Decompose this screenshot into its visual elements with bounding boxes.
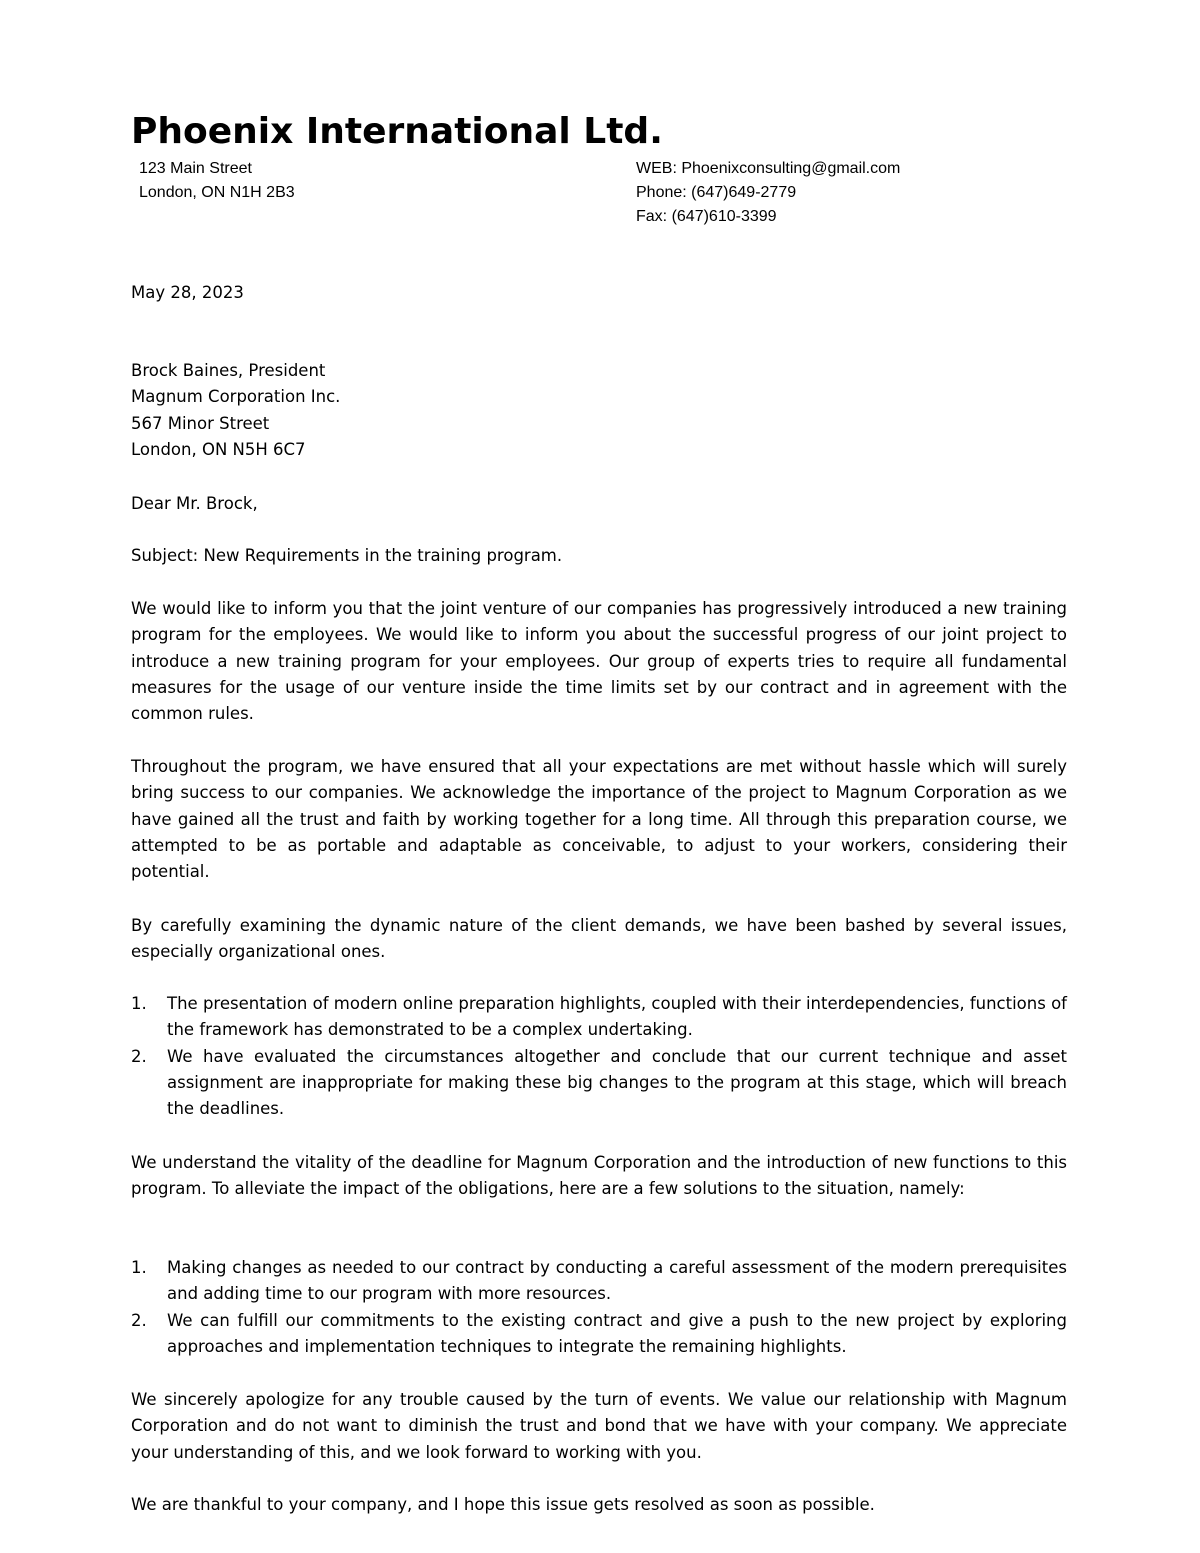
company-street: 123 Main Street (139, 160, 252, 177)
paragraph-issues-intro: By carefully examining the dynamic nature of the client demands, we have been bashed by several issues, especially organizational ones. (131, 916, 1067, 962)
list-number: 1. (131, 1258, 147, 1277)
paragraph-progress: Throughout the program, we have ensured that all your expectations are met without hassle which will surely bring success to our companies. We acknowledge the importance of the project to Magnum Corporation as we have gained all the trust and faith by working together for a long time. All through this preparation course, we attempted to be as portable and adaptable as conceivable, to adjust to your workers, considering their potential. (131, 757, 1067, 882)
list-item (131, 991, 1067, 1044)
company-address (139, 157, 295, 205)
company-city: London, ON N1H 2B3 (139, 184, 295, 201)
letter-date: May 28, 2023 (131, 283, 244, 302)
list-item (131, 1255, 1067, 1308)
list-number: 2. (131, 1046, 147, 1066)
paragraph-intro: We would like to inform you that the joint venture of our companies has progressively introduced a new training program for the employees. We would like to inform you about the successful progress of our joint project to introduce a new training program for your employees. Our group of experts tries to require all fundamental measures for the usage of our venture inside the time limits set by our contract and in agreement with the common rules. (131, 599, 1067, 724)
solutions-list (131, 1255, 1067, 1360)
recipient-company: Magnum Corporation Inc. (131, 387, 341, 407)
company-name: Phoenix International Ltd. (131, 111, 663, 152)
company-fax: Fax: (647)610-3399 (636, 208, 777, 225)
list-number: 1. (131, 994, 147, 1013)
company-web: WEB: Phoenixconsulting@gmail.com (636, 160, 901, 177)
subject-line: Subject: New Requirements in the training program. (131, 546, 563, 565)
salutation: Dear Mr. Brock, (131, 494, 258, 513)
list-item-text: Making changes as needed to our contract by conducting a careful assessment of the modern prerequisites and adding time to our program with more resources. (167, 1258, 1067, 1304)
list-item (131, 1308, 1067, 1361)
list-item-text: We can fulfill our commitments to the existing contract and give a push to the new project by exploring approaches and implementation techniques to integrate the remaining highlights. (167, 1310, 1067, 1356)
list-item-text: We have evaluated the circumstances altogether and conclude that our current technique and asset assignment are inappropriate for making these big changes to the program at this stage, which will breach the deadlines. (167, 1046, 1067, 1119)
company-phone: Phone: (647)649-2779 (636, 184, 797, 201)
recipient-block (131, 358, 1067, 463)
recipient-name: Brock Baines, President (131, 361, 326, 380)
recipient-city: London, ON N5H 6C7 (131, 439, 306, 459)
company-contact (636, 157, 900, 229)
issues-list (131, 991, 1067, 1122)
list-number: 2. (131, 1310, 147, 1330)
list-item-text: The presentation of modern online preparation highlights, coupled with their interdependencies, functions of the framework has demonstrated to be a complex undertaking. (167, 994, 1067, 1040)
list-item (131, 1044, 1067, 1123)
paragraph-solutions-intro: We understand the vitality of the deadline for Magnum Corporation and the introduction of new functions to this program. To alleviate the impact of the obligations, here are a few solutions to the situation, namely: (131, 1153, 1067, 1199)
paragraph-apology: We sincerely apologize for any trouble caused by the turn of events. We value our relationship with Magnum Corporation and do not want to diminish the trust and bond that we have with your company. We appreciate your understanding of this, and we look forward to working with you. (131, 1390, 1067, 1462)
recipient-street: 567 Minor Street (131, 413, 270, 433)
paragraph-closing: We are thankful to your company, and I hope this issue gets resolved as soon as possible. (131, 1495, 875, 1514)
